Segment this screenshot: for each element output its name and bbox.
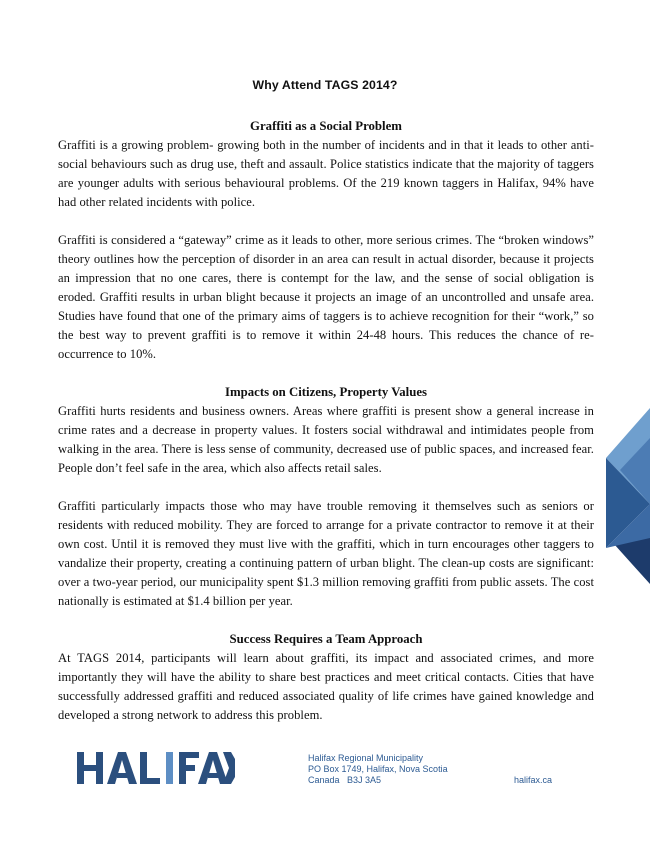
section-heading-team-approach: Success Requires a Team Approach (229, 632, 423, 646)
address-line-organization: Halifax Regional Municipality (308, 753, 424, 763)
halifax-logo (77, 746, 235, 790)
page-title: Why Attend TAGS 2014? (252, 78, 398, 92)
footer-website: halifax.ca (514, 775, 553, 785)
address-line-country-postal: Canada B3J 3A5 (308, 775, 382, 785)
paragraph-social-problem-2: Graffiti is considered a “gateway” crime as it leads to other, more serious crimes. The “broken windows” theory outlines how the perception of disorder in an area can result in actual disorder, because it projects an impression that no one cares, there is contempt for the law, and the sense of social obligation is eroded. Graffiti results in urban blight because it projects an image of an uncontrolled and unsafe area. Studies have found that one of the primary aims of taggers is to achieve recognition for their “work,” so the best way to prevent graffiti is to remove it within 24-48 hours. This reduces the chance of re-occurrence to 10%. (58, 233, 594, 361)
address-line-po-box: PO Box 1749, Halifax, Nova Scotia (308, 764, 448, 774)
section-heading-social-problem: Graffiti as a Social Problem (250, 119, 402, 133)
paragraph-team-approach-1: At TAGS 2014, participants will learn about graffiti, its impact and associated crimes, and more importantly they will have the ability to share best practices and meet critical contacts. Cities that have successfully addressed graffiti and reduced associated quality of life crimes have gained knowledge and developed a strong network to address this problem. (58, 651, 594, 722)
paragraph-citizen-impacts-2: Graffiti particularly impacts those who may have trouble removing it themselves such as seniors or residents with reduced mobility. They are forced to arrange for a private contractor to remove it at their own cost. Until it is removed they must live with the graffiti, which in turn encourages other taggers to vandalize their property, creating a continuing pattern of urban blight. The clean-up costs are significant: over a two-year period, our municipality spent $1.3 million removing graffiti from public assets. The cost nationally is estimated at $1.4 billion per year. (58, 499, 594, 608)
decorative-diamond-graphic (606, 408, 650, 584)
paragraph-social-problem-1: Graffiti is a growing problem- growing both in the number of incidents and in that it leads to other anti-social behaviours such as drug use, theft and assault. Police statistics indicate that the majority of taggers are younger adults with serious behavioural problems. Of the 219 known taggers in Halifax, 94% have had other related incidents with police. (58, 138, 594, 209)
footer-address (308, 753, 448, 786)
paragraph-citizen-impacts-1: Graffiti hurts residents and business owners. Areas where graffiti is present show a general increase in crime rates and a decrease in property values. It fosters social withdrawal and intimidates people from walking in the area. There is less sense of community, decreased use of public spaces, and increased fear. People don’t feel safe in the area, which also affects retail sales. (58, 404, 594, 475)
document-body (58, 117, 594, 725)
section-heading-citizen-impacts: Impacts on Citizens, Property Values (224, 385, 428, 399)
